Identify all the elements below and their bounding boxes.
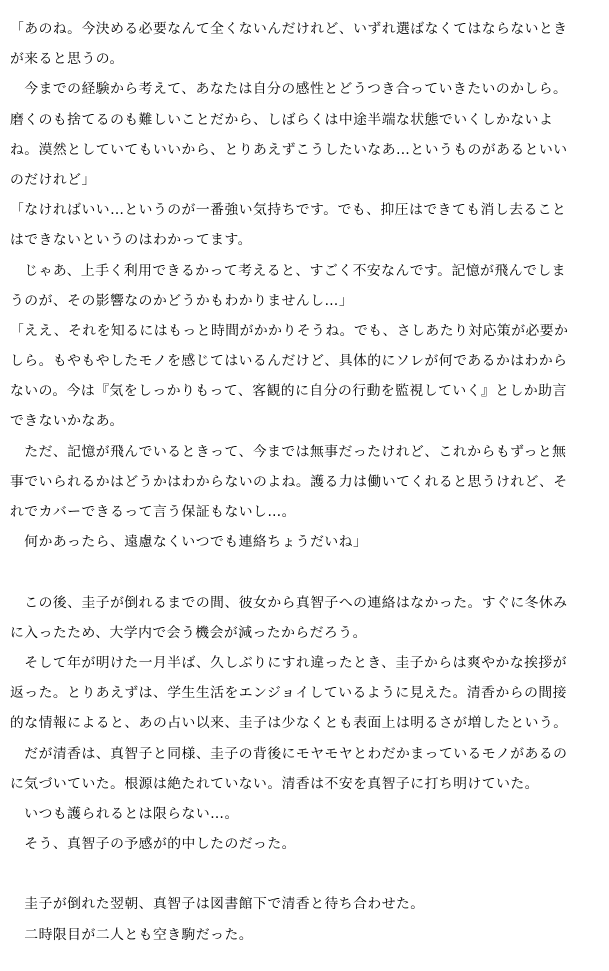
text-line: ないの。今は『気をしっかりもって、客観的に自分の行動を監視していく』としか助言 — [10, 383, 567, 400]
text-line: 圭子が倒れた翌朝、真智子は図書館下で清香と待ち合わせた。 — [10, 896, 425, 913]
text-line: しら。もやもやしたモノを感じてはいるんだけど、具体的にソレが何であるかはわから — [10, 353, 568, 370]
text-line: 何かあったら、遠慮なくいつでも連絡ちょうだいね」 — [10, 534, 368, 551]
blank-line — [10, 557, 600, 587]
text-line: 二時限目が二人とも空き駒だった。 — [10, 926, 254, 943]
text-line: 磨くのも捨てるのも難しいことだから、しばらくは中途半端な状態でいくしかないよ — [10, 111, 554, 128]
text-line: 今までの経験から考えて、あなたは自分の感性とどうつき合っていきたいのかしら。 — [10, 81, 568, 98]
text-line: そう、真智子の予感が的中したのだった。 — [10, 836, 296, 853]
text-line: 「ええ、それを知るにはもっと時間がかかりそうね。でも、さしあたり対応策が必要か — [10, 322, 569, 339]
text-line: ね。漠然としていてもいいから、とりあえずこうしたいなあ…というものがあるといい — [10, 141, 568, 158]
text-line: に入ったため、大学内で会う機会が減ったからだろう。 — [10, 624, 367, 641]
text-line: のだけれど」 — [10, 171, 96, 188]
text-line: ただ、記憶が飛んでいるときって、今までは無事だったけれど、これからもずっと無 — [10, 443, 567, 460]
text-line: 返った。とりあえずは、学生生活をエンジョイしているように見えた。清香からの間接 — [10, 685, 567, 702]
text-line: 「あのね。今決める必要なんて全くないんだけれど、いずれ選ばなくてはならないとき — [10, 21, 568, 37]
text-line: そして年が明けた一月半ば、久しぶりにすれ違ったとき、圭子からは爽やかな挨拶が — [10, 654, 568, 671]
text-line: できないかなあ。 — [10, 413, 124, 430]
text-line: れでカバーできるって言う保証もないし…。 — [10, 504, 296, 520]
text-line: に気づいていた。根源は絶たれていない。清香は不安を真智子に打ち明けていた。 — [10, 775, 539, 792]
text-line: 事でいられるかはどうかはわからないのよね。護る力は働いてくれると思うけれど、そ — [10, 473, 568, 490]
text-line: 「なければいい…というのが一番強い気持ちです。でも、抑圧はできても消し去ること — [10, 202, 567, 219]
text-line: はできないというのはわかってます。 — [10, 232, 252, 249]
text-line: うのが、その影響なのかどうかもわかりませんし…」 — [10, 292, 354, 309]
text-line: だが清香は、真智子と同様、圭子の背後にモヤモヤとわだかまっているモノがあるの — [10, 745, 568, 762]
text-line: じゃあ、上手く利用できるかって考えると、すごく不安なんです。記憶が飛んでしま — [10, 262, 566, 279]
text-line: いつも護られるとは限らない…。 — [10, 805, 239, 822]
text-line: が来ると思うの。 — [10, 51, 124, 68]
blank-line — [10, 859, 600, 889]
novel-text-body — [10, 14, 600, 950]
text-line: この後、圭子が倒れるまでの間、彼女から真智子への連絡はなかった。すぐに冬休み — [10, 594, 568, 611]
text-line: 的な情報によると、あの占い以来、圭子は少なくとも表面上は明るさが増したという。 — [10, 715, 568, 732]
